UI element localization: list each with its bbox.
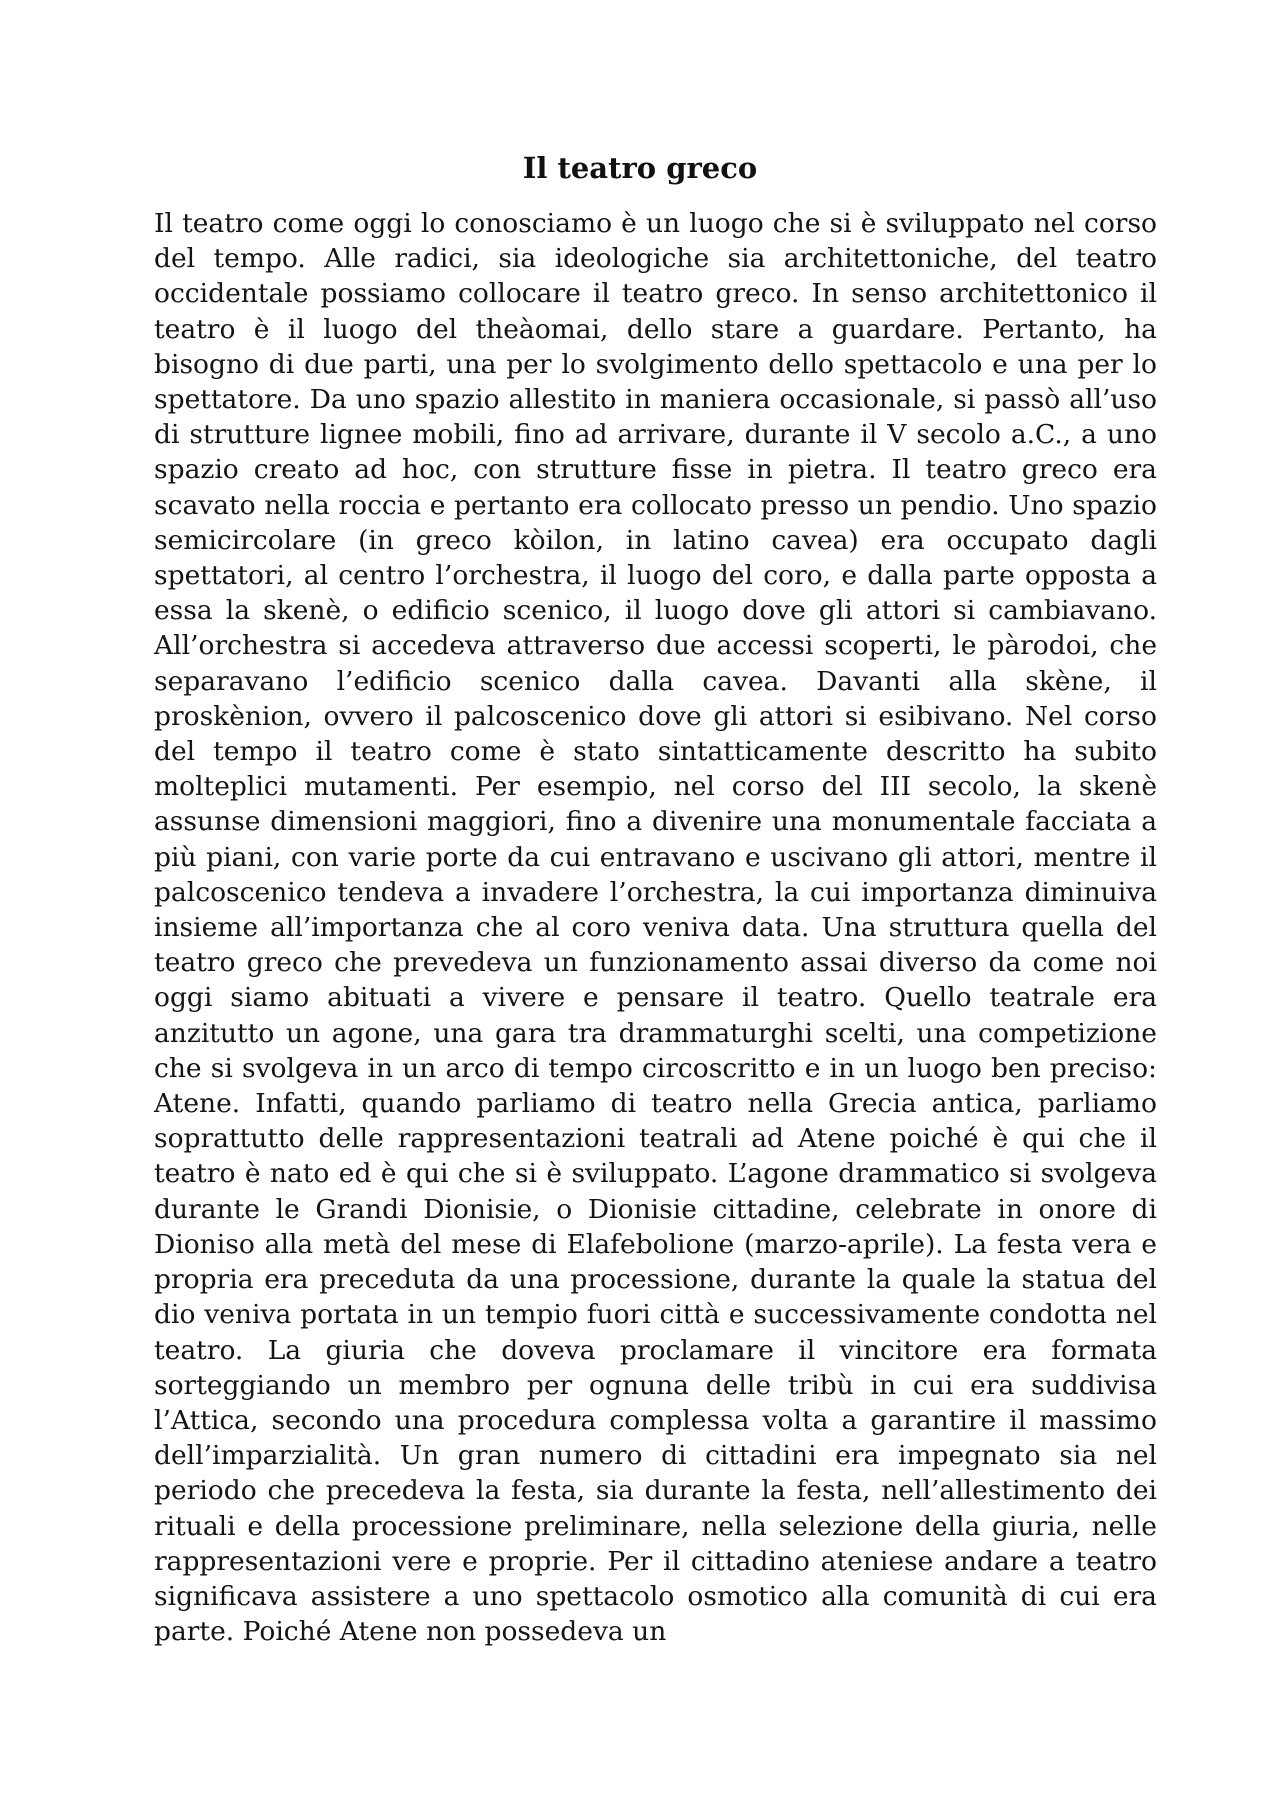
page-title: Il teatro greco bbox=[522, 151, 758, 185]
body-paragraph: Il teatro come oggi lo conosciamo è un luogo che si è sviluppato nel corso del tempo. Alle radici, sia ideologiche sia architettoniche, del teatro occidentale possiamo collocare il teatro greco. In senso architettonico il teatro è il luogo del theàomai, dello stare a guardare. Pertanto, ha bisogno di due parti, una per lo svolgimento dello spettacolo e una per lo spettatore. Da uno spazio allestito in maniera occasionale, si passò all’uso di strutture lignee mobili, fino ad arrivare, durante il V secolo a.C., a uno spazio creato ad hoc, con strutture fisse in pietra. Il teatro greco era scavato nella roccia e pertanto era collocato presso un pendio. Uno spazio semicircolare (in greco kòilon, in latino cavea) era occupato dagli spettatori, al centro l’orchestra, il luogo del coro, e dalla parte opposta a essa la skenè, o edificio scenico, il luogo dove gli attori si cambiavano. All’orchestra si accedeva attraverso due accessi scoperti, le pàrodoi, che separavano l’edificio scenico dalla cavea. Davanti alla skène, il proskènion, ovvero il palcoscenico dove gli attori si esibivano. Nel corso del tempo il teatro come è stato sintatticamente descritto ha subito molteplici mutamenti. Per esempio, nel corso del III secolo, la skenè assunse dimensioni maggiori, fino a divenire una monumentale facciata a più piani, con varie porte da cui entravano e uscivano gli attori, mentre il palcoscenico tendeva a invadere l’orchestra, la cui importanza diminuiva insieme all’importanza che al coro veniva data. Una struttura quella del teatro greco che prevedeva un funzionamento assai diverso da come noi oggi siamo abituati a vivere e pensare il teatro. Quello teatrale era anzitutto un agone, una gara tra drammaturghi scelti, una competizione che si svolgeva in un arco di tempo circoscritto e in un luogo ben preciso: Atene. Infatti, quando parliamo di teatro nella Grecia antica, parliamo soprattutto delle rappresentazioni teatrali ad Atene poiché è qui che il teatro è nato ed è qui che si è sviluppato. L’agone drammatico si svolgeva durante le Grandi Dionisie, o Dionisie cittadine, celebrate in onore di Dioniso alla metà del mese di Elafebolione (marzo-aprile). La festa vera e propria era preceduta da una processione, durante la quale la statua del dio veniva portata in un tempio fuori città e successivamente condotta nel teatro. La giuria che doveva proclamare il vincitore era formata sorteggiando un membro per ognuna delle tribù in cui era suddivisa l’Attica, secondo una procedura complessa volta a garantire il massimo dell’imparzialità. Un gran numero di cittadini era impegnato sia nel periodo che precedeva la festa, sia durante la festa, nell’allestimento dei rituali e della processione preliminare, nella selezione della giuria, nelle rappresentazioni vere e proprie. Per il cittadino ateniese andare a teatro significava assistere a uno spettacolo osmotico alla comunità di cui era parte. Poiché Atene non possedeva un bbox=[154, 208, 1157, 1648]
